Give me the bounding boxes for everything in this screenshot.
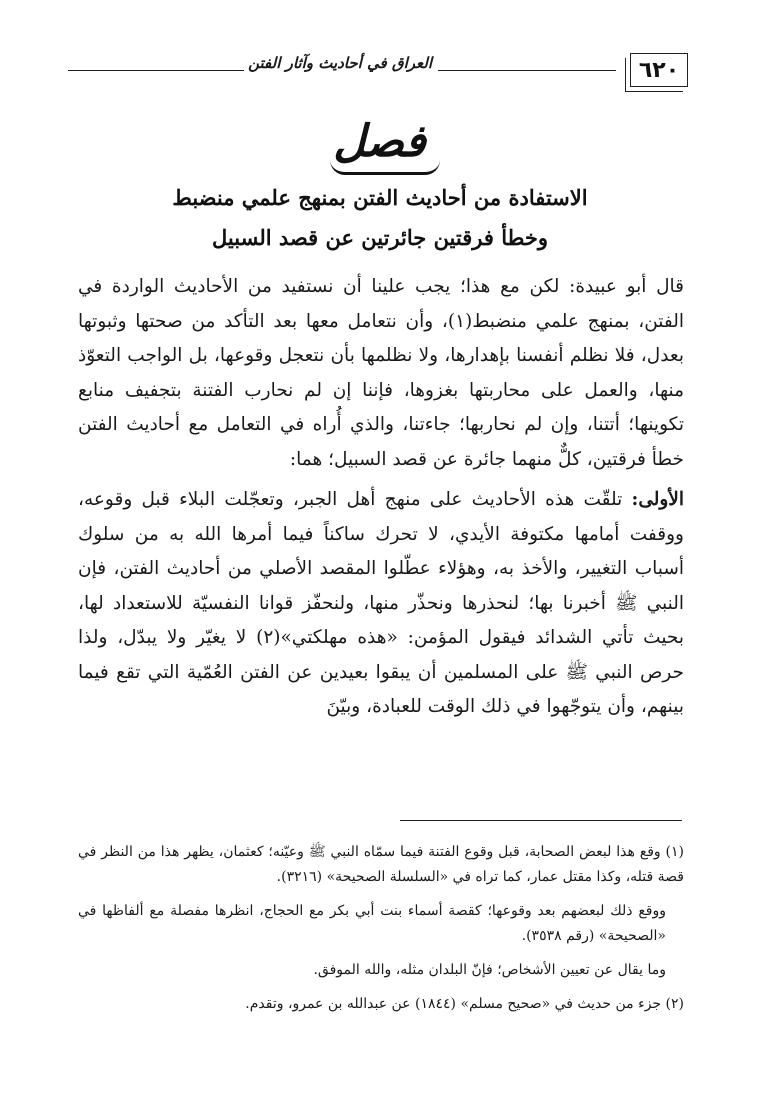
footnote: (١) وقع هذا لبعض الصحابة، قبل وقوع الفتنة فيما سمّاه النبي ﷺ وعيّنه؛ كعثمان، يظهر هذا من النظر في قصة قتله، وكذا مقتل عمار، كما تراه في «السلسلة الصحيحة» (٣٢١٦). [78,844,684,885]
paragraph-lead: الأولى: [631,489,684,510]
body-text [78,270,684,725]
section-title-line: وخطأ فرقتين جائرتين عن قصد السبيل [212,225,548,250]
page-number: ٦٢٠ [630,53,688,87]
footnote: ووقع ذلك لبعضهم بعد وقوعها؛ كقصة أسماء بنت أبي بكر مع الحجاج، انظرها مفصلة مع ألفاظها في «الصحيحة» (رقم ٣٥٣٨). [78,903,666,944]
header-rule [438,70,616,71]
book-title: العراق في أحاديث وآثار الفتن [248,54,432,72]
footnote: (٢) جزء من حديث في «صحيح مسلم» (١٨٤٤) عن عبدالله بن عمرو، وتقدم. [245,996,684,1012]
heading-swash-ornament [330,160,440,175]
section-title [40,178,720,258]
paragraph: قال أبو عبيدة: لكن مع هذا؛ يجب علينا أن نستفيد من الأحاديث الواردة في الفتن، بمنهج علمي منضبط(١)، وأن نتعامل معها بعد التأكد من صحتها وثبوتها بعدل، فلا نظلم أنفسنا بإهدارها، ولا نظلمها بأن نتعجل وقوعها، بل الواجب التعوّذ منها، والعمل على محاربتها بغزوها، فإننا إن لم نحارب الفتنة بتجفيف منابع تكوينها؛ أتتنا، وإن لم نحاربها؛ جاءتنا، والذي أُراه في التعامل مع أحاديث الفتن خطأ فرقتين، كلٌّ منهما جائرة عن قصد السبيل؛ هما: [78,276,685,470]
running-header [70,48,688,96]
footnote-separator [400,820,682,821]
section-heading: فصل [333,116,426,167]
section-title-line: الاستفادة من أحاديث الفتن بمنهج علمي منضبط [172,185,588,210]
paragraph-text: تلقّت هذه الأحاديث على منهج أهل الجبر، وتعجّلت البلاء قبل وقوعه، ووقفت أمامها مكتوفة الأيدي، لا تحرك ساكناً فيما أمرها الله به من سلوك أسباب التغيير، والأخذ به، وهؤلاء عطّلوا المقصد الأصلي من أحاديث الفتن، فإن النبي ﷺ أخبرنا بها؛ لنحذرها ونحذّر منها، ولنحفّز قوانا النفسيّة للاستعداد لها، بحيث تأتي الشدائد فيقول المؤمن: «هذه مهلكتي»(٢) لا يغيّر ولا يبدّل، ولذا حرص النبي ﷺ على المسلمين أن يبقوا بعيدين عن الفتن العُمّية التي تقع فيما بينهم، وأن يتوجّهوا في ذلك الوقت للعبادة، وبيّنَ [78,489,684,717]
paragraph [78,483,684,725]
header-rule [68,70,244,71]
footnote: وما يقال عن تعيين الأشخاص؛ فإنّ البلدان مثله، والله الموفق. [313,962,666,978]
footnotes [78,840,684,1026]
